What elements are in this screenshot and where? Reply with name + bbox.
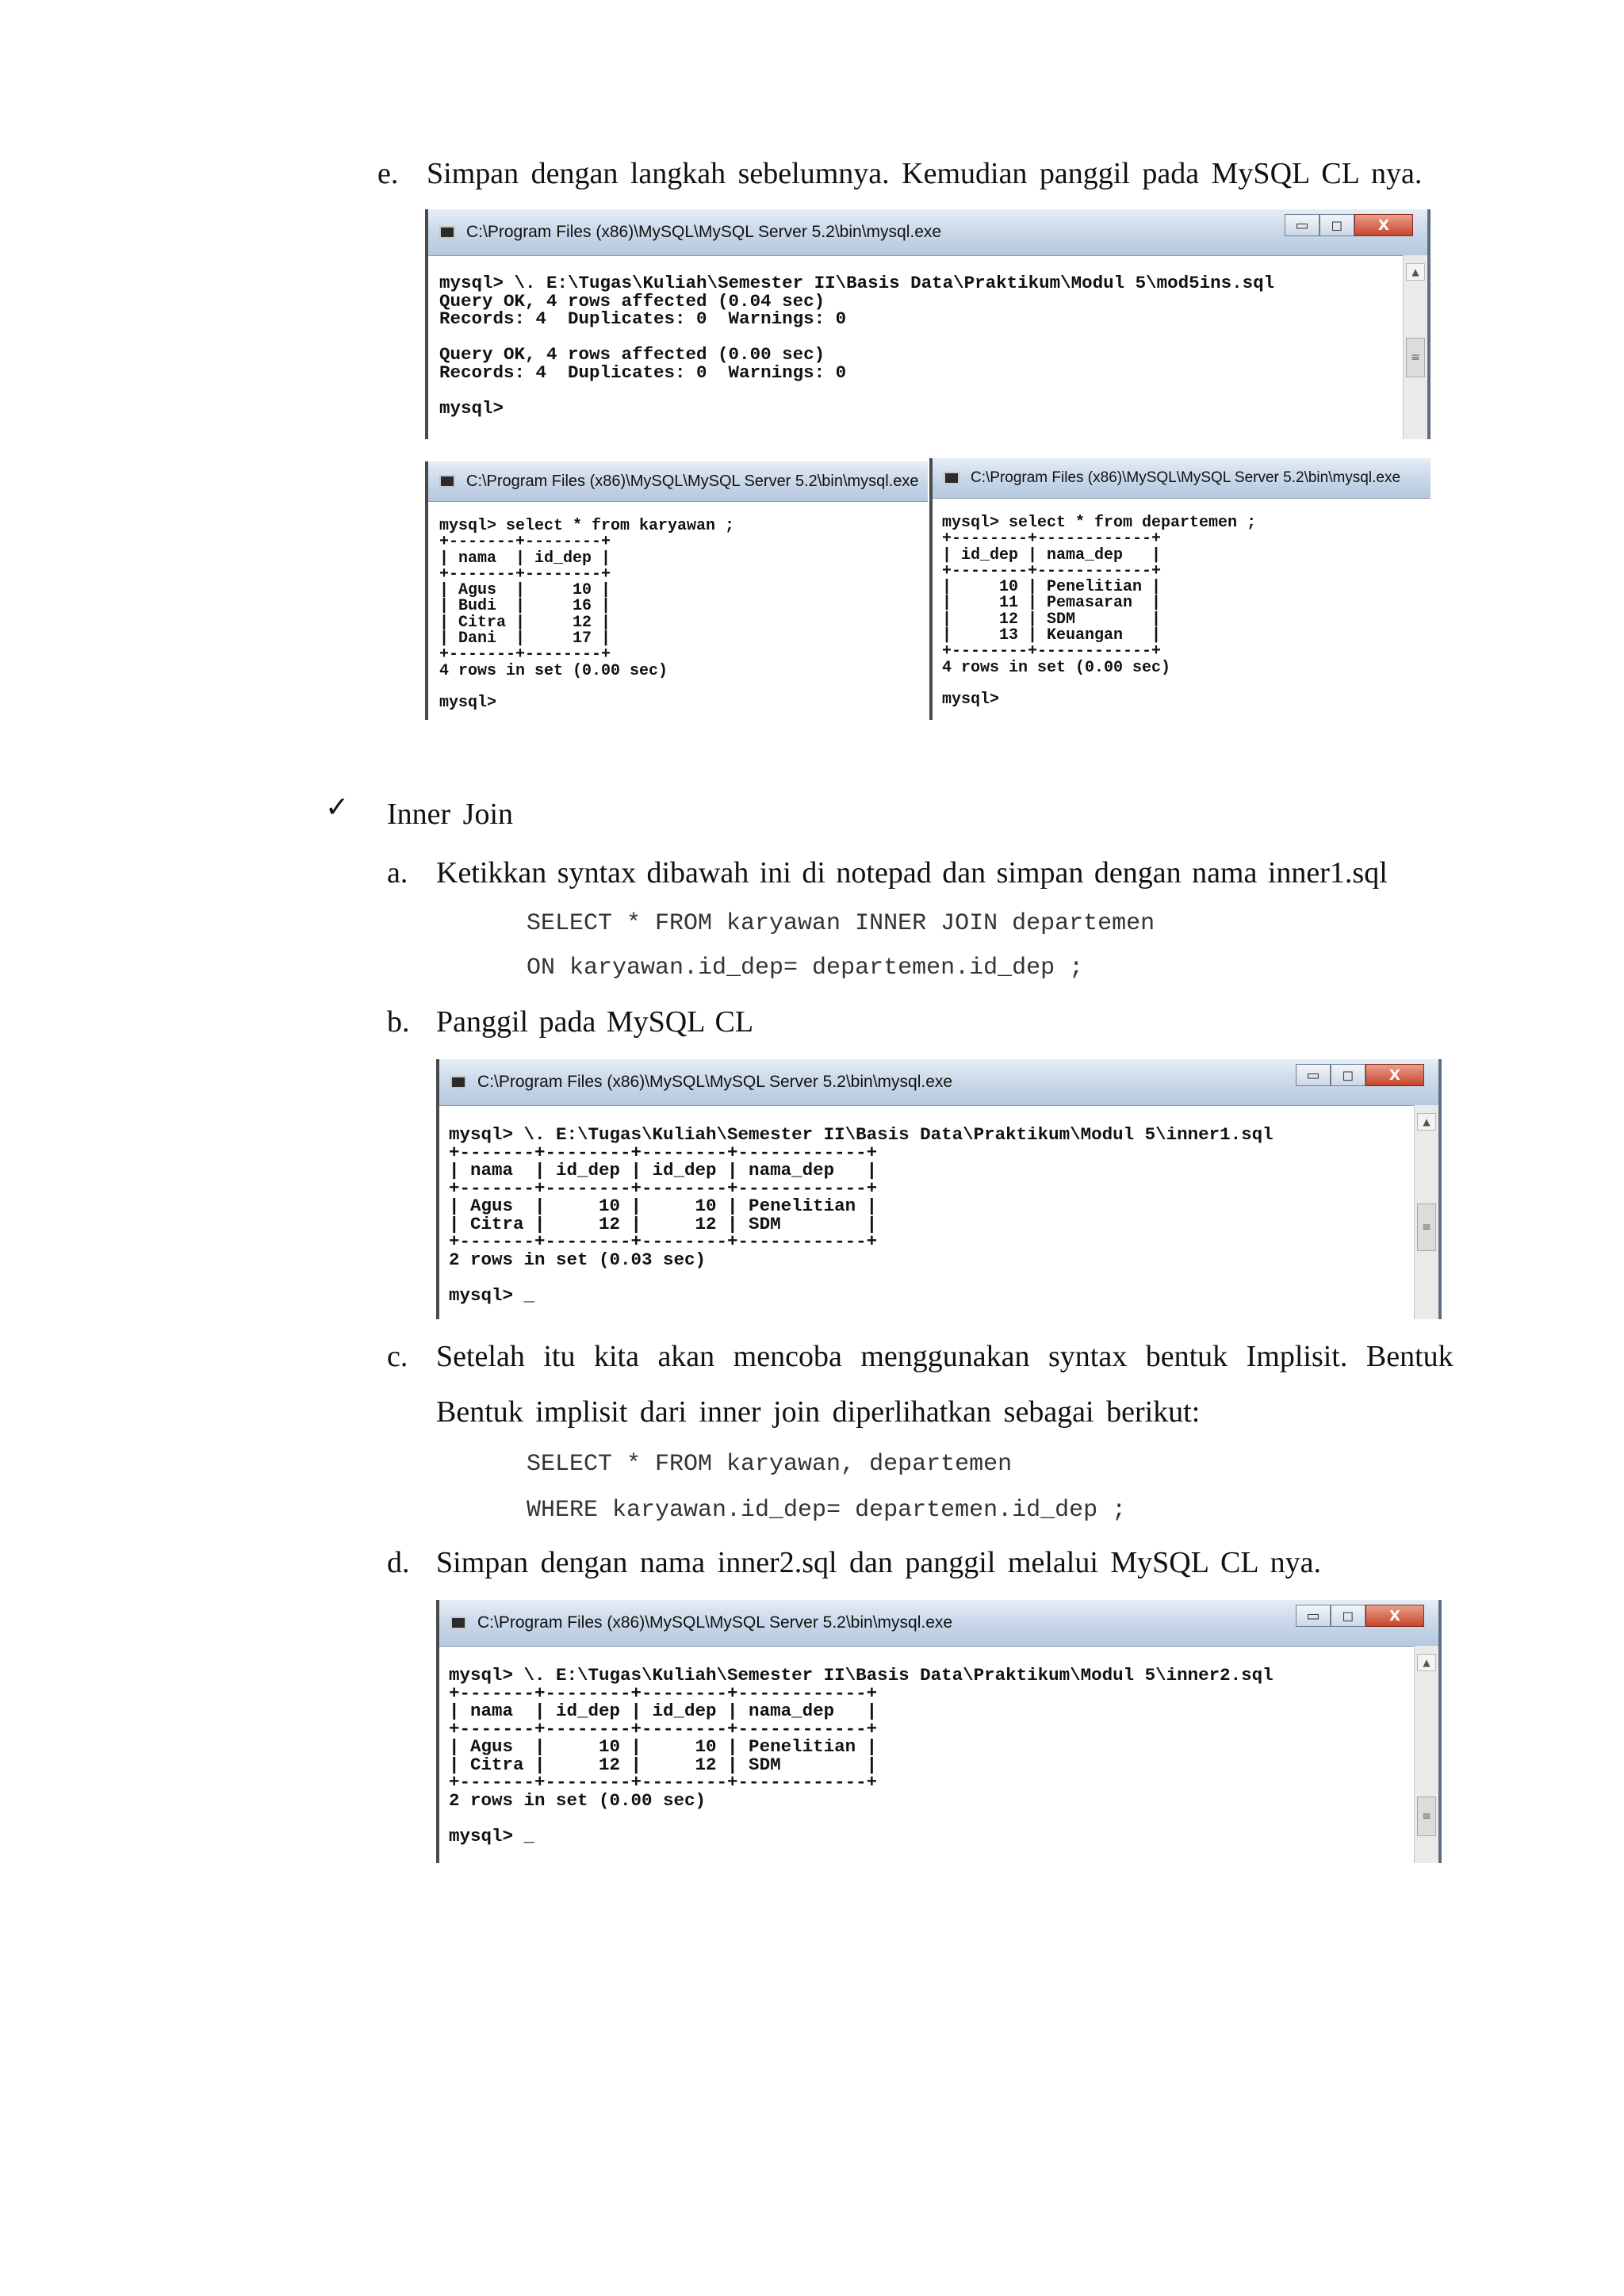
window-controls (1285, 214, 1413, 236)
console-app-icon (439, 475, 455, 488)
window-titlebar[interactable] (436, 1059, 1442, 1106)
step-e-label: e. (377, 157, 399, 190)
console-window-mod5ins[interactable] (425, 209, 1431, 439)
console-output: mysql> \. E:\Tugas\Kuliah\Semester II\Basis Data\Praktikum\Modul 5\inner1.sql +-------+--------+--------+------------+ | nama | id_dep | id_dep | nama_dep | +-------+--------+--------+------------+ | Agus | 10 | 10 | Penelitian | | Citra | 12 | 12 | SDM | +-------+--------+--------+------------+ 2 rows in set (0.03 sec) mysql> _ (449, 1124, 1274, 1306)
code-line: SELECT * FROM karyawan, departemen (527, 1451, 1013, 1478)
window-title: C:\Program Files (x86)\MySQL\MySQL Server 5.2\bin\mysql.exe (477, 1073, 953, 1091)
scrollbar[interactable] (1414, 1646, 1438, 1863)
close-button[interactable]: X (1354, 214, 1413, 236)
step-e (377, 155, 1422, 192)
step-c-line2: Bentuk implisit dari inner join diperlihatkan sebagai berikut: (436, 1395, 1201, 1429)
maximize-button[interactable]: ◻ (1331, 1605, 1365, 1627)
console-output: mysql> select * from departemen ; +--------+------------+ | id_dep | nama_dep | +--------+------------+ | 10 | Penelitian | | 11 | Pemasaran | | 12 | SDM | | 13 | Keuangan | +--------+------------+ 4 rows in set (0.00 sec) mysql> (942, 514, 1257, 710)
console-app-icon (450, 1076, 466, 1089)
scroll-up-icon[interactable]: ▲ (1417, 1654, 1436, 1671)
window-title: C:\Program Files (x86)\MySQL\MySQL Server 5.2\bin\mysql.exe (466, 473, 919, 490)
minimize-button[interactable]: ▭ (1296, 1064, 1331, 1086)
step-a-text: Ketikkan syntax dibawah ini di notepad dan simpan dengan nama inner1.sql (436, 856, 1388, 890)
window-title: C:\Program Files (x86)\MySQL\MySQL Server 5.2\bin\mysql.exe (466, 223, 942, 241)
scrollbar[interactable] (1414, 1105, 1438, 1319)
code-line: WHERE karyawan.id_dep= departemen.id_dep ; (527, 1497, 1127, 1524)
step-b-label: b. (387, 1005, 410, 1039)
console-output: mysql> \. E:\Tugas\Kuliah\Semester II\Basis Data\Praktikum\Modul 5\inner2.sql +-------+--------+--------+------------+ | nama | id_dep | id_dep | nama_dep | +-------+--------+--------+------------+ | Agus | 10 | 10 | Penelitian | | Citra | 12 | 12 | SDM | +-------+--------+--------+------------+ 2 rows in set (0.00 sec) mysql> _ (449, 1665, 1274, 1846)
scrollbar[interactable] (1403, 255, 1427, 439)
scroll-thumb[interactable]: ≡ (1417, 1203, 1436, 1251)
scroll-up-icon[interactable]: ▲ (1417, 1113, 1436, 1131)
console-window-karyawan[interactable] (425, 461, 928, 720)
window-controls (1296, 1064, 1424, 1086)
step-a (387, 855, 1388, 891)
window-controls (1296, 1605, 1424, 1627)
step-c-line1: Setelah itu kita akan mencoba menggunakan syntax bentuk Implisit. Bentuk (436, 1340, 1454, 1373)
maximize-button[interactable]: ◻ (1331, 1064, 1365, 1086)
minimize-button[interactable]: ▭ (1296, 1605, 1331, 1627)
step-d-text: Simpan dengan nama inner2.sql dan panggil melalui MySQL CL nya. (436, 1546, 1322, 1579)
checkmark-icon: ✓ (325, 791, 350, 824)
console-output: mysql> select * from karyawan ; +-------+--------+ | nama | id_dep | +-------+--------+ | Agus | 10 | | Budi | 16 | | Citra | 12 | | Dani | 17 | +-------+--------+ 4 rows in set (0.00 sec) mysql> (439, 517, 735, 713)
window-titlebar[interactable] (436, 1600, 1442, 1647)
console-app-icon (944, 472, 959, 484)
step-a-label: a. (387, 856, 408, 890)
step-b (387, 1004, 753, 1040)
console-window-departemen[interactable] (929, 458, 1431, 720)
step-b-text: Panggil pada MySQL CL (436, 1005, 754, 1039)
scroll-thumb[interactable]: ≡ (1406, 338, 1425, 377)
step-c (387, 1338, 1454, 1375)
console-window-inner1[interactable] (436, 1059, 1442, 1319)
window-title: C:\Program Files (x86)\MySQL\MySQL Server 5.2\bin\mysql.exe (971, 469, 1401, 486)
scroll-up-icon[interactable]: ▲ (1406, 263, 1425, 281)
console-app-icon (439, 226, 455, 239)
window-title: C:\Program Files (x86)\MySQL\MySQL Server 5.2\bin\mysql.exe (477, 1613, 953, 1632)
window-titlebar[interactable] (929, 458, 1431, 499)
console-window-inner2[interactable] (436, 1600, 1442, 1863)
code-line: SELECT * FROM karyawan INNER JOIN departemen (527, 910, 1155, 937)
code-line: ON karyawan.id_dep= departemen.id_dep ; (527, 955, 1084, 982)
step-d-label: d. (387, 1546, 410, 1579)
close-button[interactable]: X (1365, 1605, 1424, 1627)
window-titlebar[interactable] (425, 461, 928, 502)
section-title: Inner Join (387, 798, 514, 831)
console-app-icon (450, 1617, 466, 1629)
window-titlebar[interactable] (425, 209, 1431, 256)
console-output: mysql> \. E:\Tugas\Kuliah\Semester II\Basis Data\Praktikum\Modul 5\mod5ins.sql Query OK, 4 rows affected (0.04 sec) Records: 4 Duplicates: 0 Warnings: 0 Query OK, 4 rows affected (0.00 sec) Records: 4 Duplicates: 0 Warnings: 0 mysql> (439, 273, 1275, 419)
step-d (387, 1544, 1321, 1581)
maximize-button[interactable]: ◻ (1320, 214, 1354, 236)
minimize-button[interactable]: ▭ (1285, 214, 1320, 236)
step-e-text: Simpan dengan langkah sebelumnya. Kemudian panggil pada MySQL CL nya. (427, 157, 1423, 190)
scroll-thumb[interactable]: ≡ (1417, 1797, 1436, 1836)
step-c-label: c. (387, 1340, 408, 1373)
close-button[interactable]: X (1365, 1064, 1424, 1086)
